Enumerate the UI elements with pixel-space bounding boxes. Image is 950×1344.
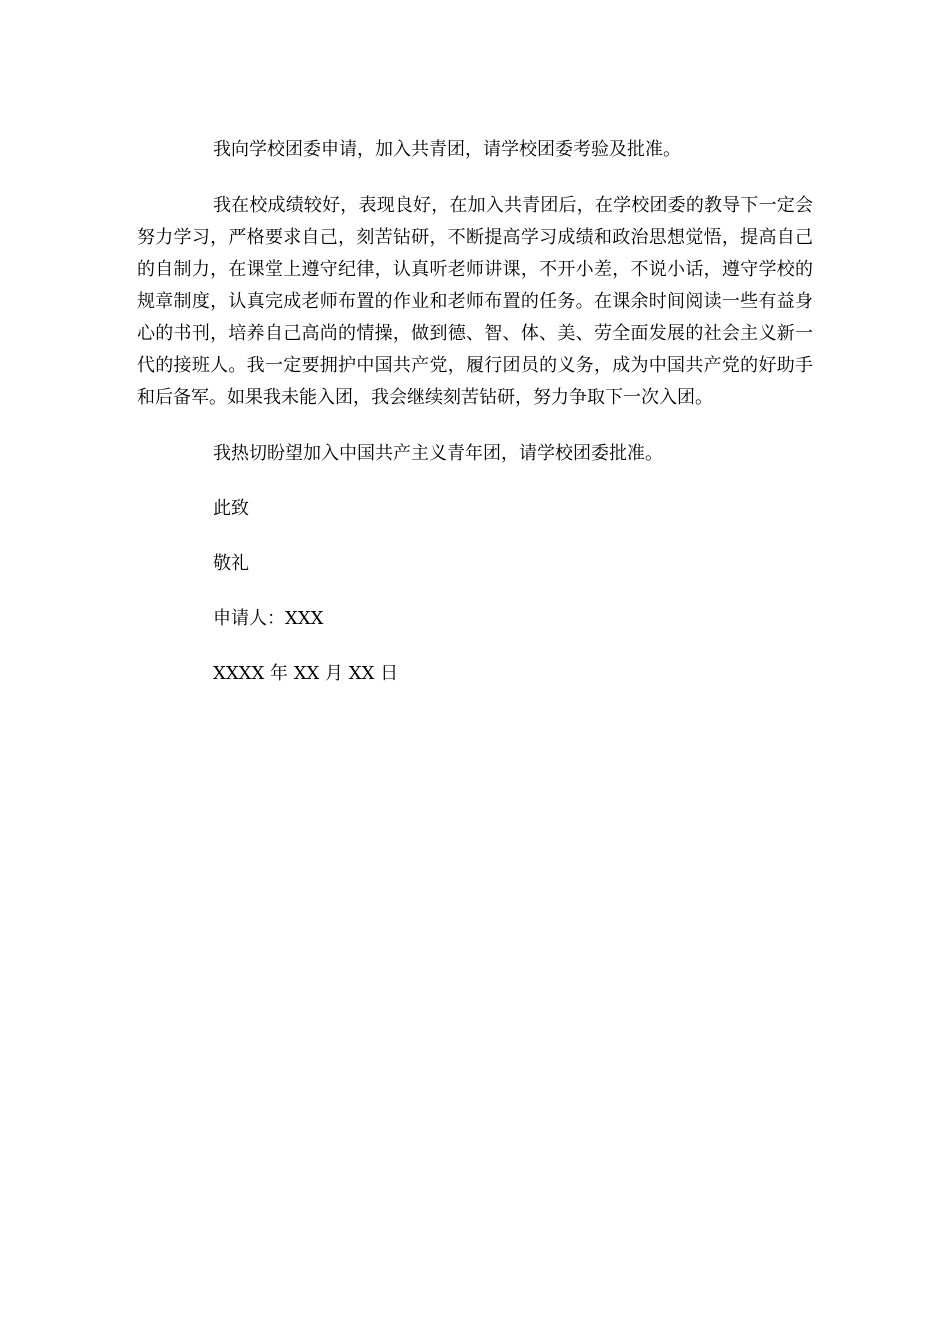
paragraph-hope: 我热切盼望加入中国共产主义青年团，请学校团委批准。 [213, 443, 663, 464]
salutation-cizhi: 此致 [213, 498, 249, 519]
application-date: XXXX 年 XX 月 XX 日 [213, 663, 399, 684]
paragraph-body: 我在校成绩较好，表现良好，在加入共青团后，在学校团委的教导下一定会努力学习，严格要求自己，刻苦钻研，不断提高学习成绩和政治思想觉悟，提高自己的自制力，在课堂上遵守纪律，认真听老师讲课，不开小差，不说小话，遵守学校的规章制度，认真完成老师布置的作业和老师布置的任务。在课余时间阅读一些有益身心的书刊，培养自己高尚的情操，做到德、智、体、美、劳全面发展的社会主义新一代的接班人。我一定要拥护中国共产党，履行团员的义务，成为中国共产党的好助手和后备军。如果我未能入团，我会继续刻苦钻研，努力争取下一次入团。 [137, 195, 813, 408]
paragraph-intro: 我向学校团委申请，加入共青团，请学校团委考验及批准。 [213, 139, 681, 160]
document-body [137, 134, 813, 690]
salutation-jingli: 敬礼 [213, 553, 249, 574]
applicant-signature: 申请人：XXX [213, 608, 324, 629]
